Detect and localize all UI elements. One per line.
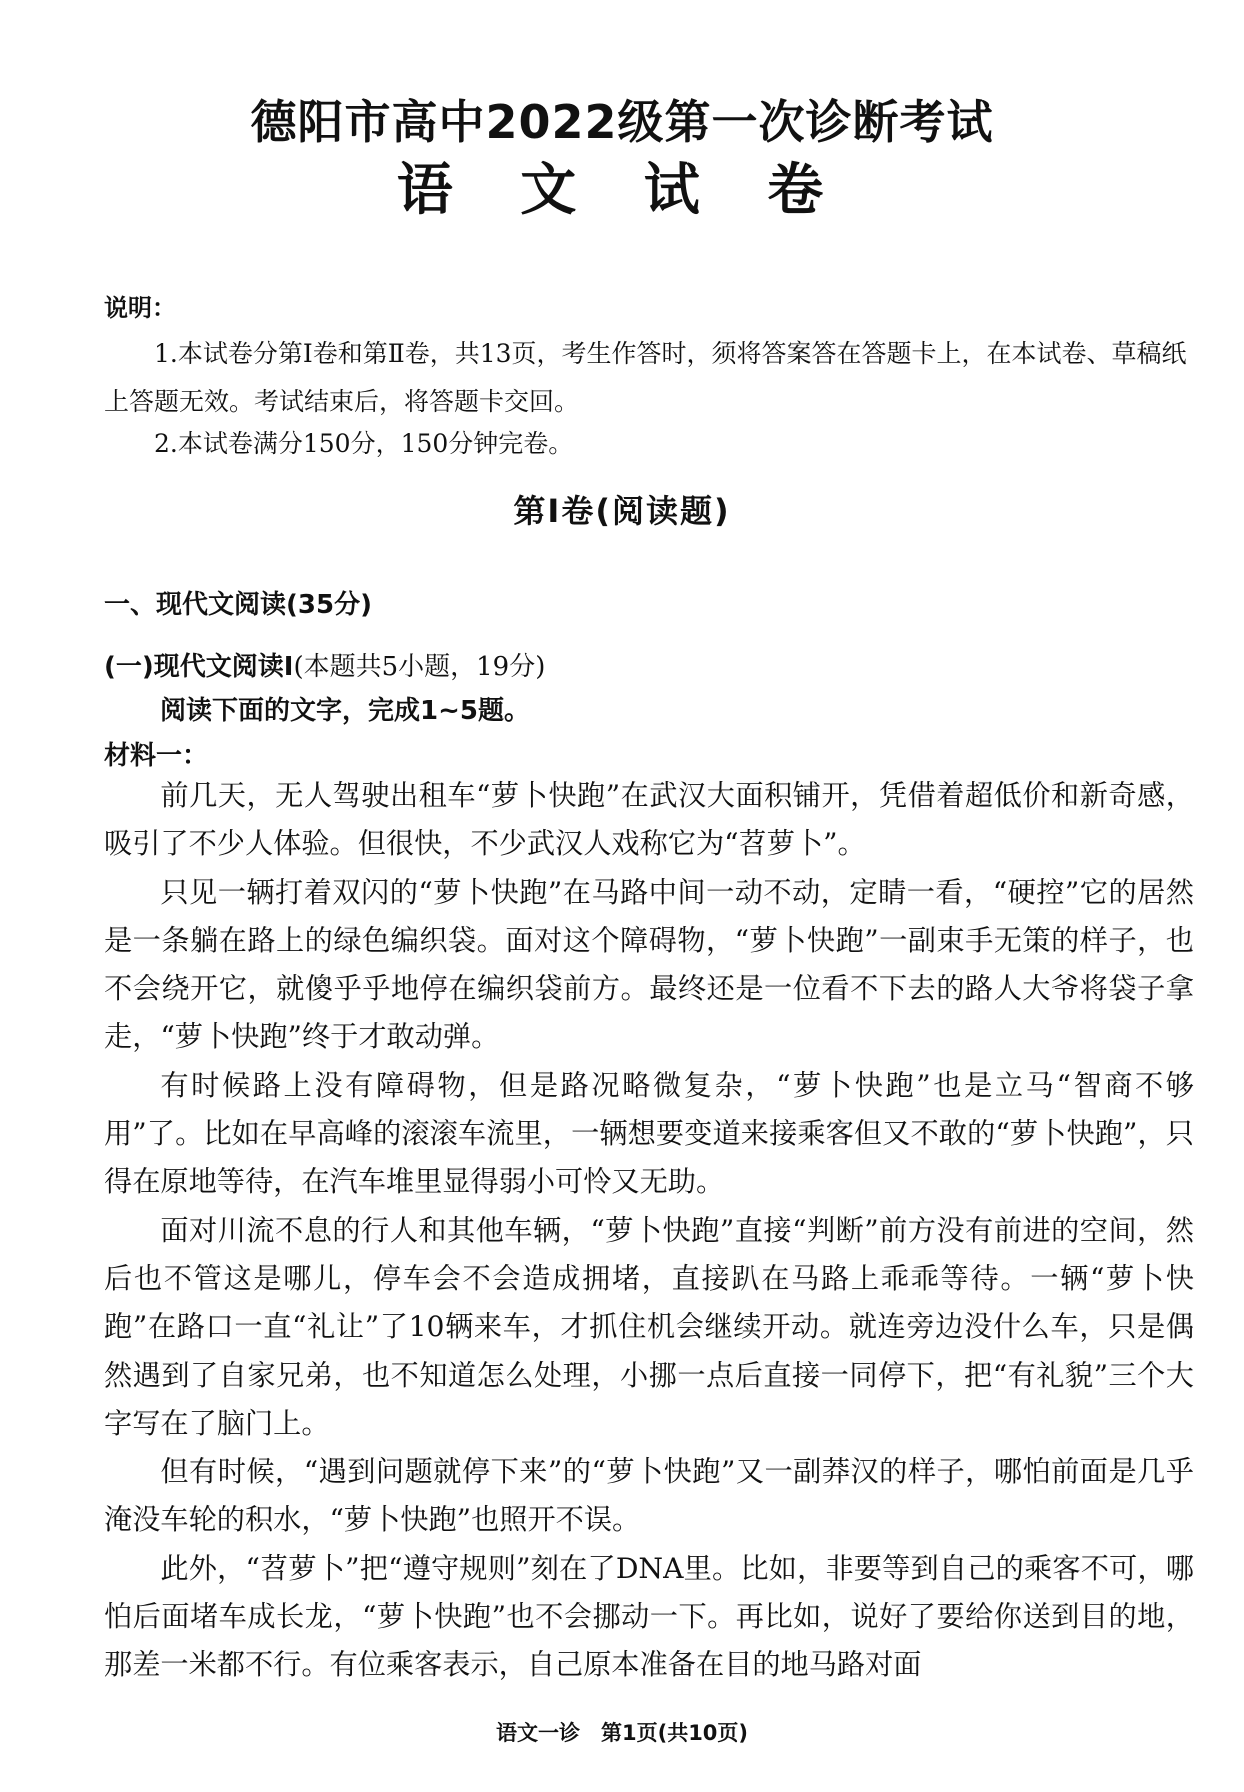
subpart-note: (本题共5小题，19分) — [293, 652, 546, 682]
page-footer: 语文一诊 第1页(共10页) — [495, 1721, 749, 1745]
material-label: 材料一： — [104, 741, 209, 771]
section-title: 第Ⅰ卷(阅读题) — [513, 492, 731, 530]
instructions-label: 说明： — [104, 294, 176, 322]
subpart-title: (一)现代文阅读Ⅰ — [104, 652, 294, 682]
paragraph: 有时候路上没有障碍物，但是路况略微复杂，“萝卜快跑”也是立马“智商不够用”了。比如在早高峰的滚滚车流里，一辆想要变道来接乘客但又不敢的“萝卜快跑”，只得在原地等待，在汽车堆里显得弱小可怜又无助。 — [104, 1068, 1194, 1199]
subpart-heading — [104, 646, 545, 683]
exam-subject-title: 语 文 试 卷 — [396, 158, 848, 223]
paragraph: 只见一辆打着双闪的“萝卜快跑”在马路中间一动不动，定睛一看，“硬控”它的居然是一条躺在路上的绿色编织袋。面对这个障碍物，“萝卜快跑”一副束手无策的样子，也不会绕开它，就傻乎乎地停在编织袋前方。最终还是一位看不下去的路人大爷将袋子拿走，“萝卜快跑”终于才敢动弹。 — [104, 875, 1194, 1054]
paragraph: 此外，“苕萝卜”把“遵守规则”刻在了DNA里。比如，非要等到自己的乘客不可，哪怕后面堵车成长龙，“萝卜快跑”也不会挪动一下。再比如，说好了要给你送到目的地，那差一米都不行。有位乘客表示，自己原本准备在目的地马路对面 — [104, 1551, 1194, 1682]
part-title: 一、现代文阅读(35分) — [104, 590, 372, 620]
reading-directive: 阅读下面的文字，完成1~5题。 — [160, 696, 530, 726]
instruction-item-1: 1.本试卷分第Ⅰ卷和第Ⅱ卷，共13页，考生作答时，须将答案答在答题卡上，在本试卷、草稿纸上答题无效。考试结束后，将答题卡交回。 — [104, 339, 1187, 416]
paragraph: 前几天，无人驾驶出租车“萝卜快跑”在武汉大面积铺开，凭借着超低价和新奇感，吸引了不少人体验。但很快，不少武汉人戏称它为“苕萝卜”。 — [104, 779, 1194, 861]
paragraph: 面对川流不息的行人和其他车辆，“萝卜快跑”直接“判断”前方没有前进的空间，然后也不管这是哪儿，停车会不会造成拥堵，直接趴在马路上乖乖等待。一辆“萝卜快跑”在路口一直“礼让”了10辆来车，才抓住机会继续开动。就连旁边没什么车，只是偶然遇到了自家兄弟，也不知道怎么处理，小挪一点后直接一同停下，把“有礼貌”三个大字写在了脑门上。 — [104, 1213, 1194, 1440]
exam-title: 德阳市高中2022级第一次诊断考试 — [250, 95, 994, 149]
passage — [104, 772, 1194, 1690]
instruction-item-2: 2.本试卷满分150分，150分钟完卷。 — [154, 429, 574, 458]
paragraph: 但有时候，“遇到问题就停下来”的“萝卜快跑”又一副莽汉的样子，哪怕前面是几乎淹没车轮的积水，“萝卜快跑”也照开不误。 — [104, 1455, 1194, 1537]
